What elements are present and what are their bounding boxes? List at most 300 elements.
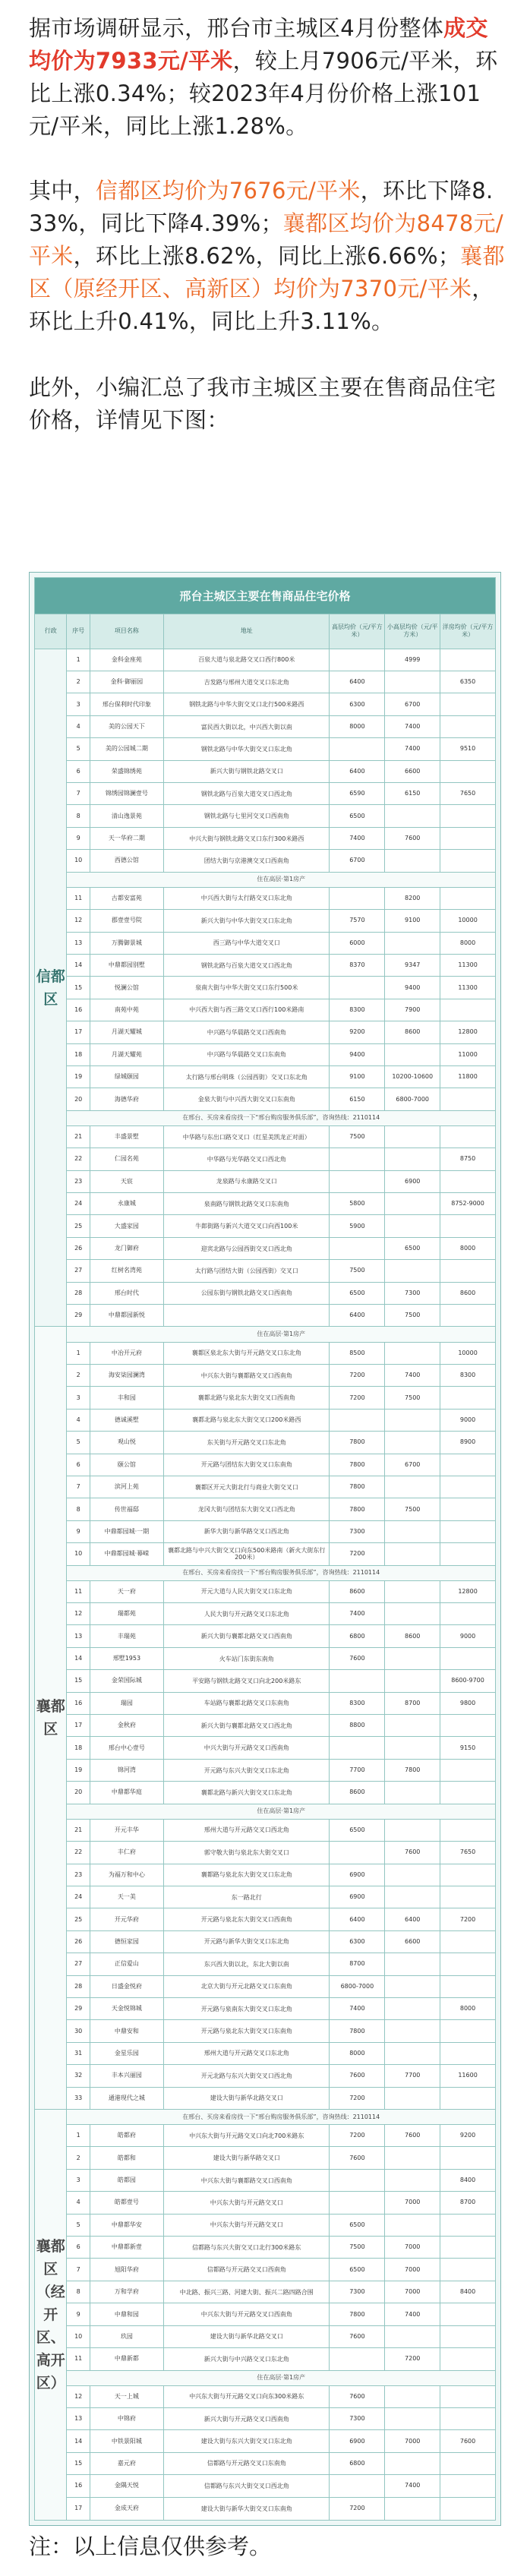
villa-price [440,1930,496,1953]
project-name: 西德公馆 [90,850,163,872]
villa-price: 8400 [440,2281,496,2303]
row-number: 10 [67,2325,90,2347]
row-number: 2 [67,1364,90,1386]
project-address: 中华路与光华路交叉口西北角 [163,1148,330,1170]
villa-price [440,715,496,737]
table-row [35,1088,496,1110]
table-row [35,1409,496,1431]
table-row [35,1737,496,1759]
midrise-price [385,2087,440,2109]
villa-price: 7600 [440,2430,496,2452]
highrise-price: 7500 [330,1260,385,1282]
highrise-price: 8700 [330,1953,385,1975]
project-name: 皓都园 [90,2169,163,2191]
highrise-price: 7800 [330,1476,385,1498]
project-name: 金秋府 [90,1715,163,1737]
project-address: 钢铁北路与七里河交叉口西南角 [163,805,330,827]
highrise-price: 7600 [330,1647,385,1669]
highrise-price: 7300 [330,1520,385,1542]
villa-price: 11300 [440,954,496,976]
row-number: 8 [67,2281,90,2303]
row-number: 27 [67,1953,90,1975]
midrise-price: 6800-7000 [385,1088,440,1110]
villa-price [440,887,496,909]
project-name: 天宸 [90,1170,163,1192]
project-name: 仁园名苑 [90,1148,163,1170]
table-note-row [35,1804,496,1819]
highrise-price: 7800 [330,1498,385,1520]
highrise-price: 6590 [330,783,385,805]
table-row [35,649,496,671]
midrise-price [385,1043,440,1065]
project-address [163,1305,330,1327]
table-row [35,2065,496,2087]
project-address: 火车站门东街东南角 [163,1647,330,1669]
project-name: 中锦府 [90,2407,163,2429]
villa-price [440,760,496,782]
project-address: 钢铁北路与中华大街交叉口东北角 [163,738,330,760]
midrise-price [385,1782,440,1804]
table-row [35,1886,496,1908]
villa-price: 8400 [440,2169,496,2191]
table-row [35,954,496,976]
table-row [35,1670,496,1692]
table-note-row [35,2370,496,2385]
project-name: 中鼎新都 [90,2348,163,2370]
highrise-price: 9400 [330,1043,385,1065]
highrise-price [330,977,385,999]
table-row [35,2020,496,2042]
district-group-label: 襄都区（经开区、高开区） [35,2110,67,2521]
project-name: 大盛家园 [90,1215,163,1237]
highrise-price: 9200 [330,1021,385,1043]
project-address: 东兴西大街以北，东北大街以南 [163,1953,330,1975]
highrise-price: 6400 [330,671,385,693]
highrise-price: 7200 [330,2497,385,2520]
villa-price: 10000 [440,910,496,932]
row-number: 5 [67,738,90,760]
table-note: 住在高层·第1房产 [67,1804,496,1819]
table-row [35,1125,496,1148]
midrise-price: 9100 [385,910,440,932]
midrise-price [385,1647,440,1669]
midrise-price: 7000 [385,2430,440,2452]
highrise-price: 6500 [330,2259,385,2281]
table-row [35,2348,496,2370]
table-row [35,1715,496,1737]
midrise-price: 7400 [385,2303,440,2325]
table-row [35,2169,496,2191]
table-note: 住在高层·第1房产 [67,872,496,887]
midrise-price: 7200 [385,2348,440,2370]
villa-price: 6350 [440,671,496,693]
table-row [35,1997,496,2019]
row-number: 12 [67,910,90,932]
row-number: 20 [67,1782,90,1804]
row-number: 4 [67,715,90,737]
table-row [35,850,496,872]
project-name: 丰和园 [90,1387,163,1409]
midrise-price [385,2325,440,2347]
table-row [35,1305,496,1327]
price-table-frame [29,572,501,2526]
project-name: 通港现代之城 [90,2087,163,2109]
highrise-price [330,649,385,671]
villa-price [440,2214,496,2236]
highrise-price: 8500 [330,1342,385,1364]
villa-price [440,2303,496,2325]
project-name: 月湖天耀城 [90,1021,163,1043]
highrise-price: 7200 [330,1387,385,1409]
midrise-price: 7500 [385,1498,440,1520]
midrise-price: 7000 [385,2281,440,2303]
row-number: 28 [67,1282,90,1304]
project-name: 邢台保利时代印象 [90,693,163,715]
project-name: 金荣国际城 [90,1670,163,1692]
table-row [35,1342,496,1364]
highrise-price: 6500 [330,1819,385,1841]
highrise-price: 7500 [330,2237,385,2259]
intro-change-text: ，较上月7906元/平米，环比上涨0.34%；较2023年4月份价格上涨101元/平米，同比上涨1.28%。 [29,48,498,139]
project-name: 锦河湾 [90,1759,163,1781]
table-row [35,2192,496,2214]
row-number: 22 [67,1842,90,1864]
highrise-price: 7600 [330,2065,385,2087]
midrise-price: 7900 [385,999,440,1021]
midrise-price: 8200 [385,887,440,909]
highrise-price: 8300 [330,999,385,1021]
row-number: 3 [67,693,90,715]
midrise-price [385,1543,440,1565]
midrise-price: 7600 [385,2125,440,2147]
row-number: 3 [67,2169,90,2191]
table-row [35,1930,496,1953]
midrise-price [385,2452,440,2474]
villa-price: 8600 [440,1282,496,1304]
villa-price [440,1953,496,1975]
table-row [35,1692,496,1714]
column-header: 序号 [67,614,90,649]
kaifa-average: 襄都区（原经开区、高新区）均价为7370元/平米 [29,243,505,301]
project-name: 美的公园城二期 [90,738,163,760]
midrise-price: 6900 [385,1170,440,1192]
villa-price: 8000 [440,1237,496,1259]
project-address: 邢州大道与开元路交叉口西北角 [163,1819,330,1841]
highrise-price: 8600 [330,1782,385,1804]
villa-price: 7650 [440,1842,496,1864]
project-address: 襄都北路与新兴大街交叉口东北角 [163,1782,330,1804]
highrise-price [330,1842,385,1864]
intro-paragraph [0,0,530,143]
project-name: 悦澜公馆 [90,977,163,999]
project-address: 迎宾北路与公园西街交叉口西北角 [163,1237,330,1259]
project-name: 金隅天悦 [90,2475,163,2497]
project-address: 中兴东大街与开元路交叉口西南角 [163,2303,330,2325]
project-address: 中兴东大街与开元路交叉口 [163,2192,330,2214]
villa-price [440,2259,496,2281]
project-name: 中鼎都华庭 [90,1782,163,1804]
project-address: 钢铁北路与百泉大道交叉口西北角 [163,783,330,805]
project-name: 丰瑞苑 [90,1625,163,1647]
midrise-price: 7000 [385,2192,440,2214]
project-address: 东一路北行 [163,1886,330,1908]
villa-price [440,2087,496,2109]
project-name: 中冶开元府 [90,1342,163,1364]
project-name: 邢台时代 [90,1282,163,1304]
table-row [35,2214,496,2236]
project-name: 红树名湾苑 [90,1260,163,1282]
villa-price [440,2452,496,2474]
project-address: 公园东街与钢铁北路交叉口西南角 [163,1282,330,1304]
midrise-price: 7600 [385,1842,440,1864]
midrise-price [385,2169,440,2191]
villa-price [440,1305,496,1327]
project-name: 中鼎都园新悦 [90,1305,163,1327]
column-header: 高层均价（元/平方米） [330,614,385,649]
villa-price [440,1975,496,1997]
row-number: 7 [67,1476,90,1498]
highrise-price [330,1170,385,1192]
project-address: 人民大街与开元路交叉口东北角 [163,1603,330,1625]
project-name: 万和学府 [90,2281,163,2303]
project-name: 龙门御府 [90,1237,163,1259]
row-number: 17 [67,1021,90,1043]
midrise-price [385,2214,440,2236]
highrise-price: 7200 [330,1364,385,1386]
midrise-price [385,1886,440,1908]
project-address: 信都路与开元路交叉口西南角 [163,2259,330,2281]
highrise-price: 6400 [330,760,385,782]
table-row [35,2385,496,2407]
table-row [35,1282,496,1304]
project-address: 襄都路与泉北东大街交叉口东北角 [163,1864,330,1886]
villa-price: 7200 [440,1908,496,1930]
table-row [35,2259,496,2281]
table-row [35,1543,496,1565]
table-row [35,1520,496,1542]
row-number: 1 [67,2125,90,2147]
villa-price [440,2325,496,2347]
highrise-price: 6500 [330,805,385,827]
row-number: 4 [67,2192,90,2214]
table-note: 在邢台、买房来看房找一下“邢台购房服务俱乐部”，咨询热线：2110114 [67,1110,496,1125]
highrise-price: 8000 [330,715,385,737]
project-name: 天一上城 [90,2385,163,2407]
midrise-price: 6400 [385,1908,440,1930]
highrise-price: 5900 [330,1215,385,1237]
villa-price [440,2475,496,2497]
project-name: 开元华府 [90,1908,163,1930]
villa-price: 9800 [440,1692,496,1714]
villa-price: 11300 [440,977,496,999]
table-row [35,1432,496,1454]
highrise-price: 7400 [330,1603,385,1625]
midrise-price [385,1953,440,1975]
highrise-price: 9100 [330,1065,385,1088]
highrise-price: 6400 [330,1305,385,1327]
table-row [35,2475,496,2497]
row-number: 11 [67,887,90,909]
midrise-price [385,850,440,872]
project-name: 德诚溪墅 [90,1409,163,1431]
table-row [35,2497,496,2520]
villa-price [440,1759,496,1781]
project-address: 金泉大街与中兴西大街交叉口东南角 [163,1088,330,1110]
table-row [35,2325,496,2347]
row-number: 10 [67,1543,90,1565]
project-name: 金科·御丽园 [90,671,163,693]
project-address: 太行路与团结大街（公园西街）交叉口 [163,1260,330,1282]
project-address: 泉南路与钢铁北路交叉口东南角 [163,1193,330,1215]
project-name: 万腾御景城 [90,932,163,954]
project-address: 建设大街与新华大街交叉口东南角 [163,2497,330,2520]
row-number: 27 [67,1260,90,1282]
villa-price [440,1454,496,1476]
project-name: 瑞园 [90,1692,163,1714]
project-address: 新兴大街与中兴路交叉口东北角 [163,2348,330,2370]
project-name: 天一美 [90,1886,163,1908]
table-row [35,805,496,827]
villa-price [440,2407,496,2429]
table-row [35,1021,496,1043]
project-address: 中兴大街与钢铁北路交叉口东行300米路西 [163,827,330,849]
table-note-row [35,2110,496,2125]
midrise-price [385,1580,440,1602]
project-address: 中兴西大街与西三路交叉口西行100米路南 [163,999,330,1021]
row-number: 24 [67,1886,90,1908]
district-lead: 其中， [29,178,96,204]
project-name: 郡壹壹号院 [90,910,163,932]
project-name: 丰本兴丽园 [90,2065,163,2087]
villa-price [440,1543,496,1565]
table-row [35,2087,496,2109]
row-number: 15 [67,977,90,999]
midrise-price: 6700 [385,1454,440,1476]
midrise-price: 7500 [385,1305,440,1327]
project-address: 中兴东大街与开元路交叉口向东300米路东 [163,2385,330,2407]
project-name: 皓都府 [90,2125,163,2147]
project-name: 海德华府 [90,1088,163,1110]
row-number: 10 [67,850,90,872]
table-title: 邢台主城区主要在售商品住宅价格 [35,578,496,614]
row-number: 33 [67,2087,90,2109]
highrise-price: 8370 [330,954,385,976]
highrise-price: 7800 [330,2020,385,2042]
highrise-price: 7400 [330,1997,385,2019]
midrise-price [385,805,440,827]
table-row [35,2430,496,2452]
highrise-price: 6900 [330,2430,385,2452]
midrise-price [385,2497,440,2520]
table-row [35,2125,496,2147]
villa-price: 12800 [440,1580,496,1602]
project-address: 中北路、振兴三路、河建大街、振兴二路四路合围 [163,2281,330,2303]
villa-price [440,649,496,671]
row-number: 7 [67,783,90,805]
highrise-price: 6900 [330,1864,385,1886]
row-number: 12 [67,2385,90,2407]
table-row [35,1953,496,1975]
table-note: 住在高层·第1房产 [67,2370,496,2385]
column-header: 地址 [163,614,330,649]
villa-price [440,2385,496,2407]
highrise-price: 6900 [330,1886,385,1908]
villa-price [440,827,496,849]
midrise-price: 9400 [385,977,440,999]
table-row [35,1148,496,1170]
project-address: 开元大道与人民大街交叉口东北角 [163,1580,330,1602]
project-address: 襄都北路与中兴大街交叉口向东500米路南（新火大街东行200米） [163,1543,330,1565]
xindu-average: 信都区均价为7676元/平米 [95,178,361,204]
table-row [35,671,496,693]
highrise-price: 6500 [330,1282,385,1304]
project-address: 钢铁北路与百泉大道交叉口西北角 [163,954,330,976]
row-number: 25 [67,1908,90,1930]
row-number: 16 [67,2475,90,2497]
project-name: 嘉元府 [90,2452,163,2474]
project-name: 中鼎都园城·幕嵘 [90,1543,163,1565]
row-number: 7 [67,2259,90,2281]
project-address: 中兴东大街与开元路交叉口 [163,2214,330,2236]
project-name: 美的公园天下 [90,715,163,737]
project-name: 正信爱山 [90,1953,163,1975]
project-address: 新兴大街与襄都北路交叉口西北角 [163,1715,330,1737]
highrise-price: 8300 [330,1692,385,1714]
villa-price [440,1647,496,1669]
highrise-price: 6300 [330,693,385,715]
midrise-price: 8700 [385,1692,440,1714]
villa-price [440,1260,496,1282]
row-number: 9 [67,1520,90,1542]
midrise-price [385,1670,440,1692]
project-address: 开元路与东兴大街交叉口东北角 [163,1759,330,1781]
row-number: 29 [67,1305,90,1327]
project-address: 建设大街与新华北路交叉口 [163,2325,330,2347]
villa-price [440,805,496,827]
table-note-row [35,872,496,887]
project-address: 襄都北路与泉北东大街交叉口西南角 [163,1387,330,1409]
villa-price [440,2497,496,2520]
villa-price: 10000 [440,1342,496,1364]
project-name: 丰仁府 [90,1842,163,1864]
row-number: 16 [67,999,90,1021]
villa-price: 11800 [440,1065,496,1088]
highrise-price: 5800 [330,1193,385,1215]
highrise-price: 6000 [330,932,385,954]
table-row [35,2237,496,2259]
table-row [35,1065,496,1088]
project-address: 襄都北路与泉北东大街交叉口200米路西 [163,1409,330,1431]
table-row [35,1975,496,1997]
project-address: 泉南大街与中华大街交叉口东行500米 [163,977,330,999]
villa-price [440,1715,496,1737]
table-row [35,1819,496,1841]
table-row [35,693,496,715]
midrise-price [385,1715,440,1737]
row-number: 14 [67,1647,90,1669]
highrise-price [330,738,385,760]
project-name: 绿城颐园 [90,1065,163,1088]
project-name: 清山逸景苑 [90,805,163,827]
project-address: 襄都区泉北东大街与开元路交叉口东北角 [163,1342,330,1364]
column-header: 项目名称 [90,614,163,649]
midrise-price: 8600 [385,1625,440,1647]
table-row [35,2303,496,2325]
highrise-price: 8000 [330,2042,385,2064]
villa-price: 7650 [440,783,496,805]
villa-price: 8300 [440,1364,496,1386]
highrise-price: 7600 [330,2385,385,2407]
